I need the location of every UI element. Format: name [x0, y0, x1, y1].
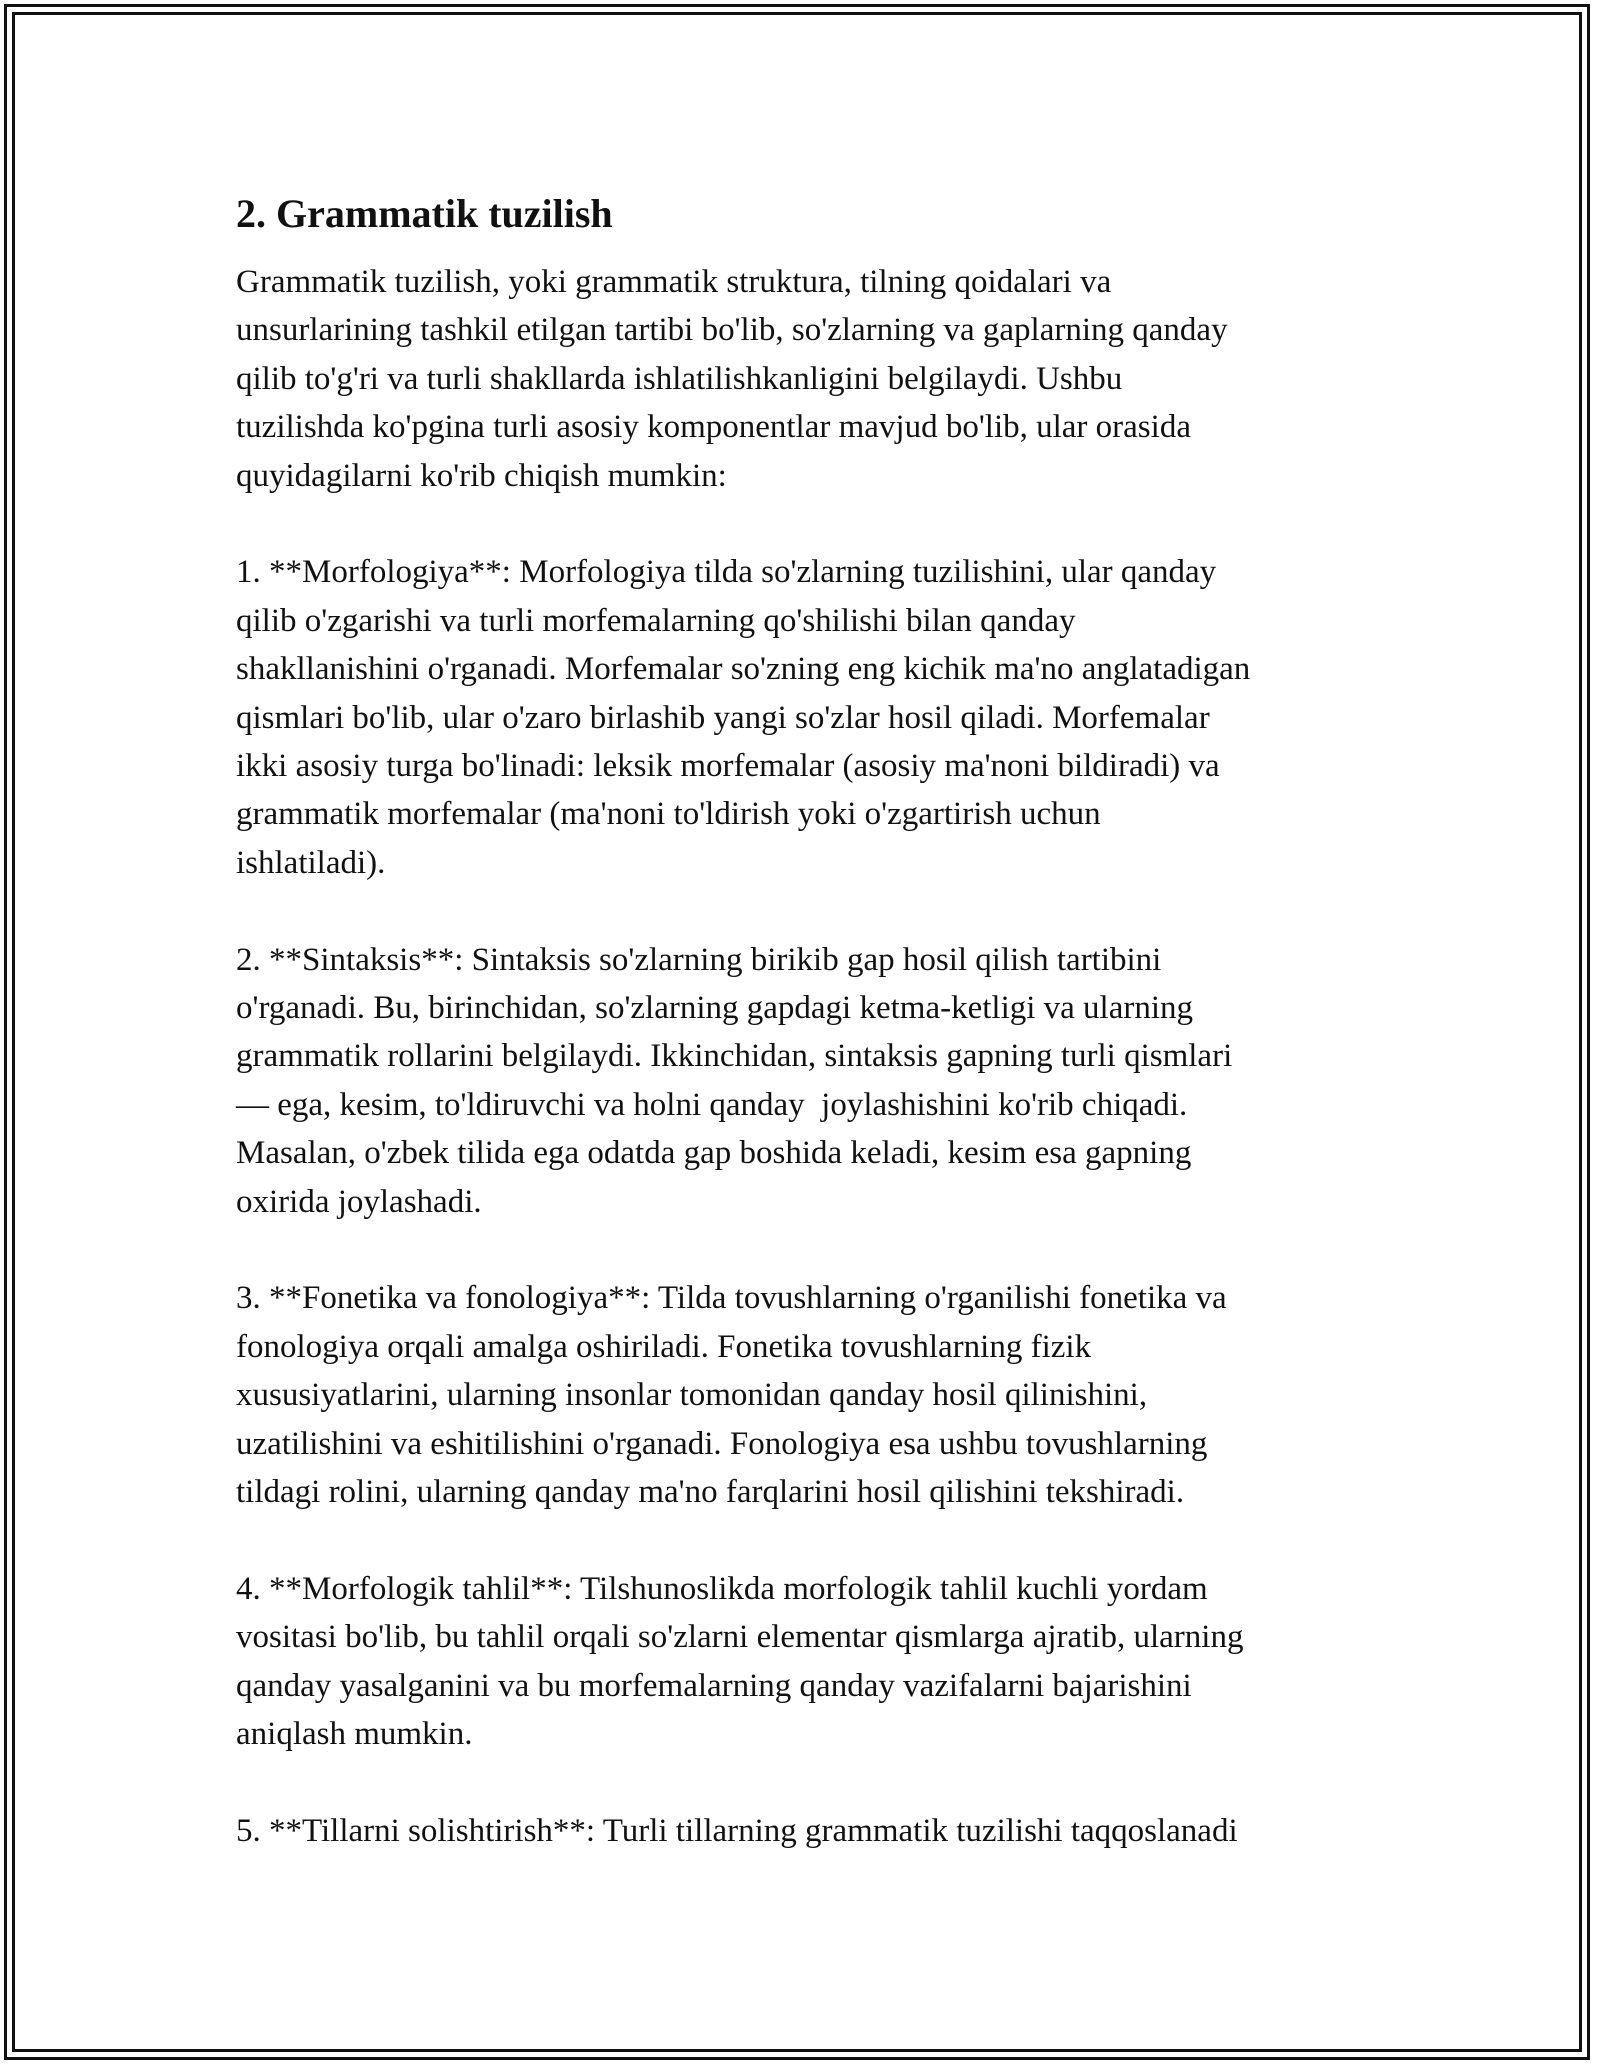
- list-item-fonetika: [236, 1274, 1406, 1516]
- text-line: 1. **Morfologiya**: Morfologiya tilda so'zlarning tuzilishini, ular qanday: [236, 554, 1217, 591]
- text-line: grammatik morfemalar (ma'noni to'ldirish yoki o'zgartirish uchun: [236, 796, 1101, 833]
- text-line: ishlatiladi).: [236, 844, 386, 881]
- section-heading: 2. Grammatik tuzilish: [236, 191, 613, 236]
- text-line: tuzilishda ko'pgina turli asosiy komponentlar mavjud bo'lib, ular orasida: [236, 409, 1191, 446]
- text-line: aniqlash mumkin.: [236, 1716, 473, 1753]
- text-line: grammatik rollarini belgilaydi. Ikkinchidan, sintaksis gapning turli qismlari: [236, 1038, 1233, 1075]
- paragraph-gap: [236, 1759, 1406, 1807]
- list-item-morfologiya: [236, 548, 1406, 887]
- text-line: Masalan, o'zbek tilida ega odatda gap boshida keladi, kesim esa gapning: [236, 1135, 1192, 1172]
- text-line: qilib o'zgarishi va turli morfemalarning qo'shilishi bilan qanday: [236, 602, 1076, 639]
- text-line: qismlari bo'lib, ular o'zaro birlashib yangi so'zlar hosil qiladi. Morfemalar: [236, 699, 1210, 736]
- text-line: quyidagilarni ko'rib chiqish mumkin:: [236, 457, 727, 494]
- text-line: 2. **Sintaksis**: Sintaksis so'zlarning birikib gap hosil qilish tartibini: [236, 941, 1162, 978]
- paragraph-gap: [236, 1226, 1406, 1274]
- text-line: ikki asosiy turga bo'linadi: leksik morfemalar (asosiy ma'noni bildiradi) va: [236, 748, 1220, 785]
- text-line: 4. **Morfologik tahlil**: Tilshunoslikda morfologik tahlil kuchli yordam: [236, 1570, 1208, 1607]
- text-line: uzatilishini va eshitilishini o'rganadi. Fonologiya esa ushbu tovushlarning: [236, 1425, 1208, 1462]
- text-line: o'rganadi. Bu, birinchidan, so'zlarning gapdagi ketma-ketligi va ularning: [236, 990, 1194, 1027]
- intro-paragraph: [236, 258, 1406, 500]
- paragraph-gap: [236, 1517, 1406, 1565]
- text-line: fonologiya orqali amalga oshiriladi. Fonetika tovushlarning fizik: [236, 1328, 1092, 1365]
- text-line: tildagi rolini, ularning qanday ma'no farqlarini hosil qilishini tekshiradi.: [236, 1474, 1185, 1511]
- paragraph-gap: [236, 887, 1406, 935]
- paragraph-gap: [236, 500, 1406, 548]
- text-line: oxirida joylashadi.: [236, 1183, 482, 1220]
- text-line: 5. **Tillarni solishtirish**: Turli tillarning grammatik tuzilishi taqqoslanadi: [236, 1812, 1238, 1849]
- document-body: [236, 190, 1406, 1855]
- text-line: xususiyatlarini, ularning insonlar tomonidan qanday hosil qilinishini,: [236, 1377, 1148, 1414]
- text-line: Grammatik tuzilish, yoki grammatik struktura, tilning qoidalari va: [236, 264, 1112, 300]
- text-line: qilib to'g'ri va turli shakllarda ishlatilishkanligini belgilaydi. Ushbu: [236, 360, 1123, 397]
- text-line: shakllanishini o'rganadi. Morfemalar so'zning eng kichik ma'no anglatadigan: [236, 651, 1251, 688]
- list-item-sintaksis: [236, 936, 1406, 1226]
- text-line: unsurlarining tashkil etilgan tartibi bo'lib, so'zlarning va gaplarning qanday: [236, 312, 1228, 349]
- list-item-morfologik-tahlil: [236, 1565, 1406, 1759]
- text-line: 3. **Fonetika va fonologiya**: Tilda tovushlarning o'rganilishi fonetika va: [236, 1280, 1227, 1317]
- text-line: vositasi bo'lib, bu tahlil orqali so'zlarni elementar qismlarga ajratib, ularning: [236, 1619, 1244, 1656]
- text-line: — ega, kesim, to'ldiruvchi va holni qanday joylashishini ko'rib chiqadi.: [236, 1086, 1188, 1123]
- text-line: qanday yasalganini va bu morfemalarning qanday vazifalarni bajarishini: [236, 1667, 1192, 1704]
- list-item-tillarni-solishtirish: [236, 1807, 1406, 1855]
